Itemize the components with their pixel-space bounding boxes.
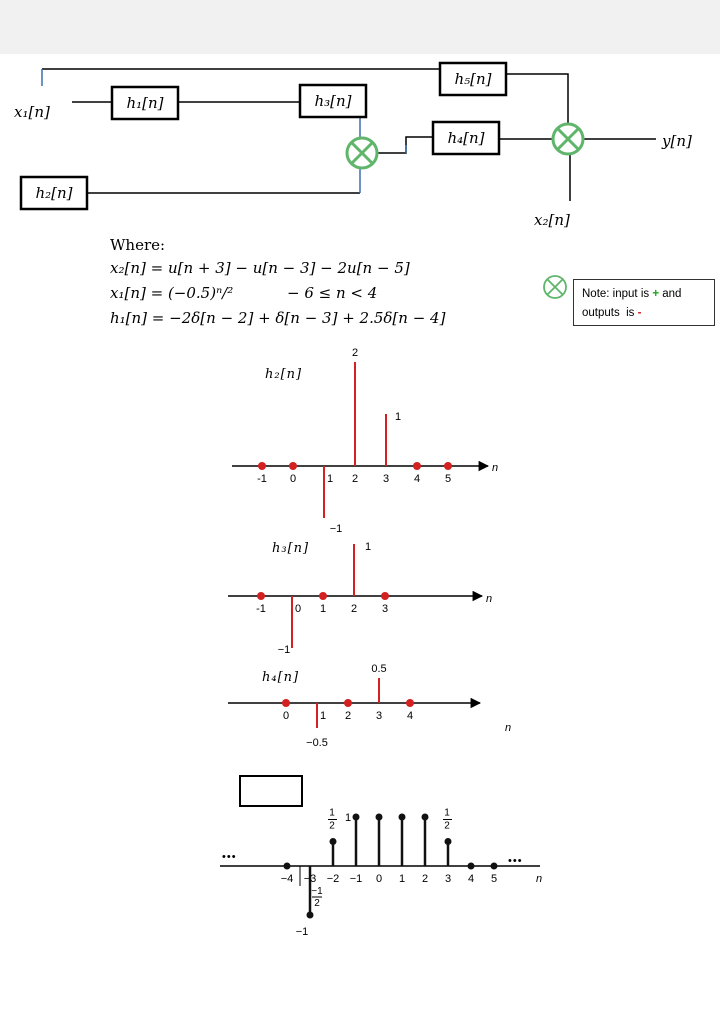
stem-marker-n3 [445,838,452,845]
tick-label: -1 [257,473,267,485]
tick-label: 3 [375,710,383,722]
tick-label: −1 [349,873,363,885]
note-minus: - [637,307,642,319]
svg-text:h₄[n]: h₄[n] [447,129,485,147]
ellipsis-left: ••• [222,851,237,863]
input-x2-label: x₂[n] [534,211,570,229]
tick-label: 2 [421,873,429,885]
equation-x2: x₂[n] = u[n + 3] − u[n − 3] − 2u[n − 5] [110,259,410,277]
tick-label: 2 [351,473,359,485]
stem-marker-n2 [422,814,429,821]
stem-marker-n-2 [330,838,337,845]
tick-label: 1 [319,710,327,722]
zero-marker-n-1 [257,592,265,600]
value-label: 2 [351,347,359,359]
zero-marker-n3 [381,592,389,600]
tick-label: 3 [444,873,452,885]
zero-marker-n-1 [258,462,266,470]
value-label-num: 1 [329,807,335,819]
tick-label: 4 [413,473,421,485]
zero-marker-n4 [468,863,475,870]
plot-h2 [232,347,498,535]
svg-text:h₅[n]: h₅[n] [454,70,492,88]
note-and: and [662,288,682,300]
ellipsis-right: ••• [508,855,523,867]
plot-title: h₂[n] [265,367,303,382]
value-label: −1 [329,523,343,535]
tick-label: −3 [303,873,317,885]
h5-title-box [239,775,303,807]
value-label: 0.5 [371,663,387,675]
extra-label-num: −1 [311,886,323,897]
zero-marker-n-4 [284,863,291,870]
stem-marker-n0 [376,814,383,821]
extra-label-den: 2 [314,898,320,909]
zero-marker-n4 [413,462,421,470]
axis-label: n [492,462,499,474]
tick-label: 3 [381,603,389,615]
zero-marker-n5 [444,462,452,470]
tick-label: 0 [289,473,297,485]
note-text-1: Note: input is [582,288,650,300]
value-label: −1 [295,926,309,938]
tick-label: 5 [444,473,452,485]
value-label: 1 [364,541,372,553]
note-plus: + [652,288,660,300]
tick-label: 0 [282,710,290,722]
zero-marker-n2 [344,699,352,707]
tick-label: 4 [406,710,414,722]
plot-title: h₃[n] [272,541,310,556]
svg-text:h₃[n]: h₃[n] [314,92,352,110]
value-label-den: 2 [329,820,335,832]
value-label: −0.5 [306,737,328,749]
value-label: 1 [394,411,402,423]
equation-x1-range: − 6 ≤ n < 4 [287,284,378,302]
stem-marker-n1 [399,814,406,821]
tick-label: 0 [294,603,302,615]
stem-marker-n-1 [353,814,360,821]
zero-marker-n1 [319,592,327,600]
tick-label: 1 [398,873,406,885]
zero-marker-n0 [289,462,297,470]
axis-label: n [505,722,512,734]
plot-title: h₄[n] [262,670,300,685]
input-x1-label: x₁[n] [14,103,50,121]
value-label-num: 1 [444,807,450,819]
zero-marker-n0 [282,699,290,707]
tick-label: 3 [382,473,390,485]
tick-label: -1 [256,603,266,615]
tick-label: 5 [490,873,498,885]
svg-text:h₁[n]: h₁[n] [126,94,164,112]
equation-h1: h₁[n] = −2δ[n − 2] + δ[n − 3] + 2.5δ[n − 4] [110,309,446,327]
svg-text:h₂[n]: h₂[n] [35,184,73,202]
value-label: 1 [344,812,352,824]
plot-h5 [220,808,542,939]
plot-h3 [228,541,492,656]
zero-marker-n5 [491,863,498,870]
tick-label: 2 [344,710,352,722]
plot-h4 [228,663,511,749]
stem-marker-n-3 [307,912,314,919]
tick-label: 1 [326,473,334,485]
where-label: Where: [110,236,166,254]
tick-label: 4 [467,873,475,885]
output-y-label: y[n] [662,132,692,150]
value-label: −1 [277,644,291,656]
note-text-2: outputs is [582,307,635,319]
equation-x1: x₁[n] = (−0.5)ⁿ/² [110,284,234,302]
tick-label: −2 [326,873,340,885]
tick-label: 0 [375,873,383,885]
tick-label: −4 [280,873,294,885]
axis-label: n [536,873,543,885]
value-label-den: 2 [444,820,450,832]
zero-marker-n4 [406,699,414,707]
tick-label: 2 [350,603,358,615]
axis-label: n [486,593,493,605]
tick-label: 1 [319,603,327,615]
